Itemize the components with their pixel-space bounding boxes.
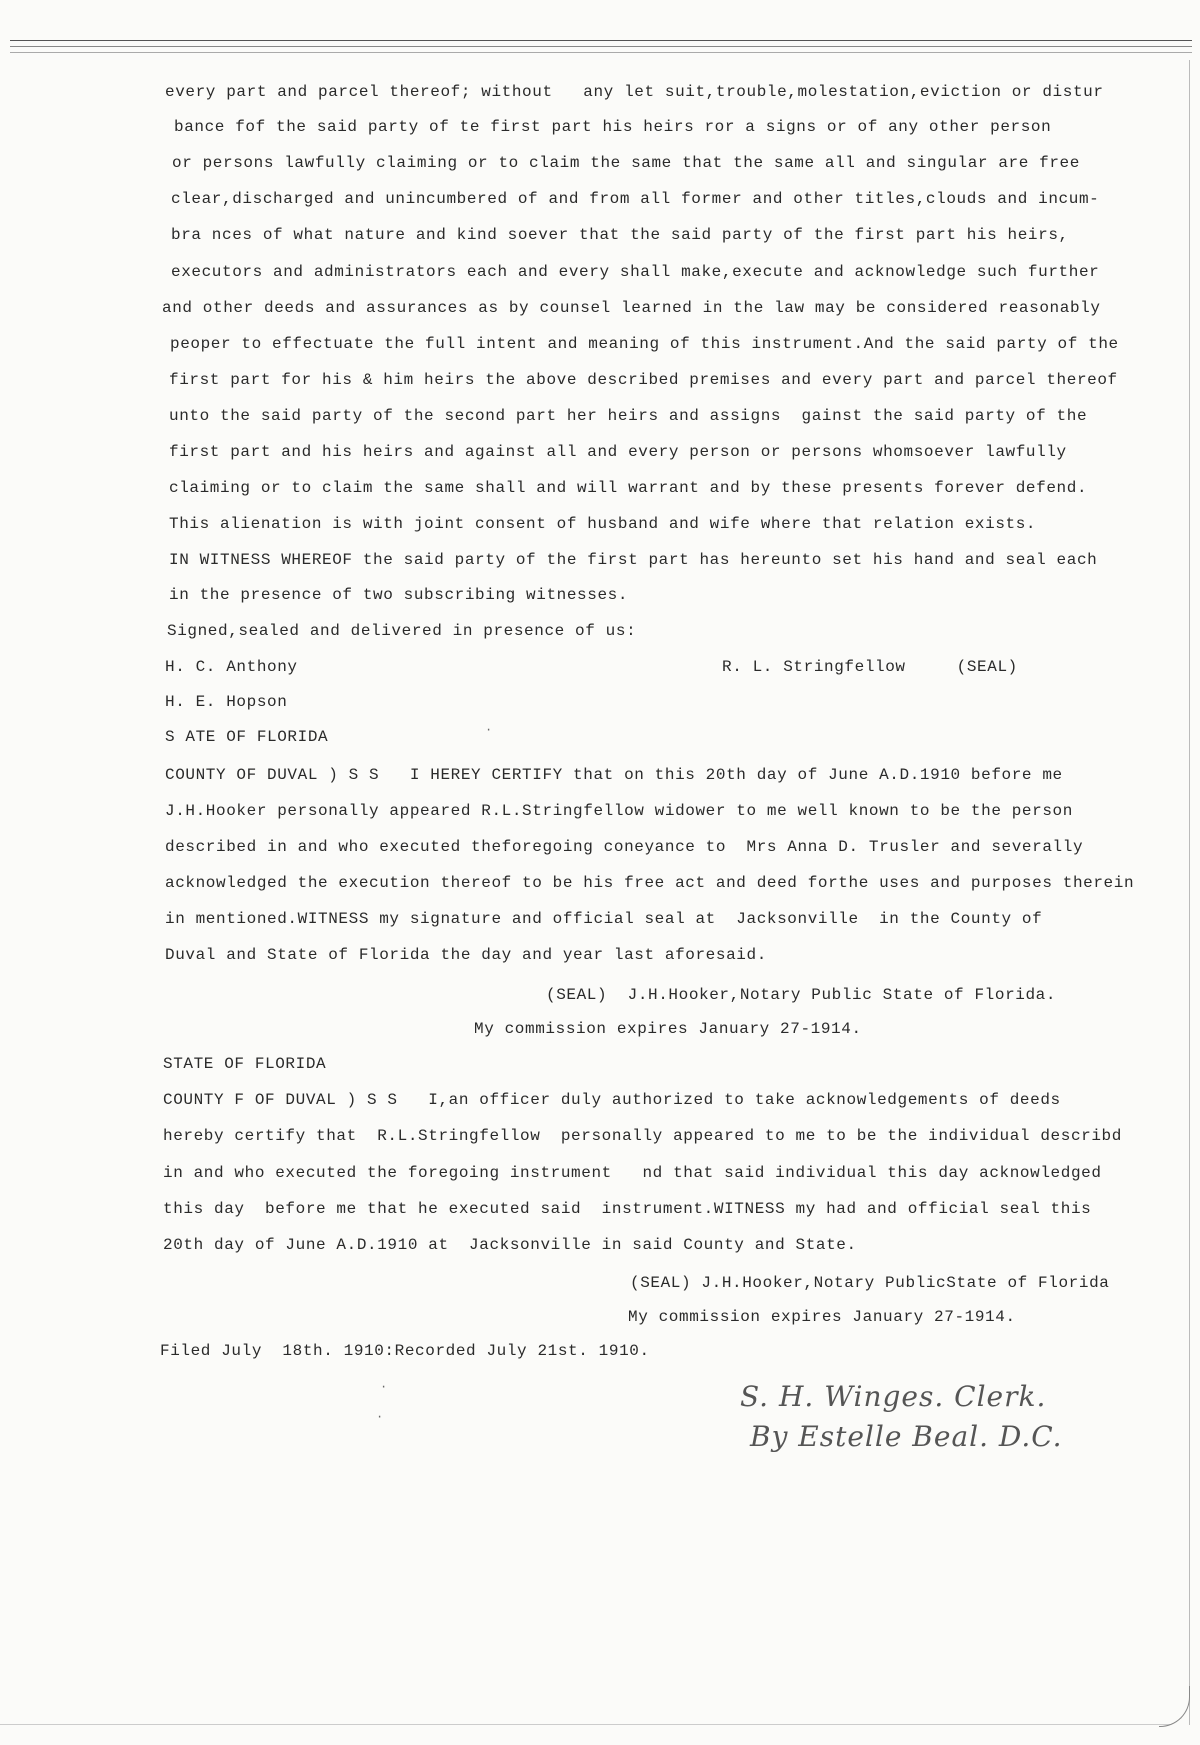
filing-record: Filed July 18th. 1910:Recorded July 21st. 1910. [160,1342,650,1360]
acknowledgement-line: acknowledged the execution thereof to be his free act and deed forthe uses and purposes therein [165,874,1135,892]
acknowledgement-line: 20th day of June A.D.1910 at Jacksonville in said County and State. [163,1236,857,1254]
deed-line: This alienation is with joint consent of husband and wife where that relation exists. [169,515,1037,533]
state-heading: STATE OF FLORIDA [163,1055,327,1073]
deed-line: first part and his heirs and against all and every person or persons whomsoever lawfully [169,443,1067,461]
deed-line: first part for his & him heirs the above described premises and every part and parcel thereof [169,371,1118,389]
deed-line: IN WITNESS WHEREOF the said party of the first part has hereunto set his hand and seal each [169,551,1098,569]
deed-line: clear,discharged and unincumbered of and from all former and other titles,clouds and incum- [171,190,1100,208]
acknowledgement-line: in mentioned.WITNESS my signature and official seal at Jacksonville in the County of [165,910,1043,928]
acknowledgement-line: hereby certify that R.L.Stringfellow personally appeared to me to be the individual describd [163,1127,1122,1145]
acknowledgement-line: Duval and State of Florida the day and year last aforesaid. [165,946,767,964]
acknowledgement-line: J.H.Hooker personally appeared R.L.Stringfellow widower to me well known to be the person [165,802,1073,820]
deed-line: in the presence of two subscribing witnesses. [169,586,629,604]
page-curl [1159,1686,1190,1727]
acknowledgement-line: COUNTY OF DUVAL ) S S I HEREY CERTIFY that on this 20th day of June A.D.1910 before me [165,766,1063,784]
top-rule [10,52,1192,53]
commission-expiry: My commission expires January 27-1914. [628,1308,1016,1326]
deed-line: every part and parcel thereof; without any let suit,trouble,molestation,eviction or distur [165,83,1104,101]
acknowledgement-line: this day before me that he executed said instrument.WITNESS my had and official seal this [163,1200,1092,1218]
page-edge-right [1189,60,1190,1725]
deed-line: claiming or to claim the same shall and will warrant and by these presents forever defend. [169,479,1088,497]
deputy-clerk-signature: By Estelle Beal. D.C. [750,1420,1063,1453]
notary-signature: (SEAL) J.H.Hooker,Notary Public State of Florida. [546,986,1057,1004]
top-rule [10,46,1192,47]
witness-name: H. E. Hopson [165,693,288,711]
deed-line: peoper to effectuate the full intent and meaning of this instrument.And the said party of the [170,335,1119,353]
clerk-signature: S. H. Winges. Clerk. [740,1380,1047,1413]
ink-speck: · [485,723,493,737]
commission-expiry: My commission expires January 27-1914. [474,1020,862,1038]
ink-speck: · [380,1380,388,1394]
grantor-signature: R. L. Stringfellow (SEAL) [722,658,1018,676]
deed-line: unto the said party of the second part her heirs and assigns gainst the said party of the [169,407,1088,425]
deed-line: Signed,sealed and delivered in presence of us: [167,622,637,640]
state-heading: S ATE OF FLORIDA [165,728,329,746]
acknowledgement-line: described in and who executed theforegoing coneyance to Mrs Anna D. Trusler and severally [165,838,1084,856]
deed-line: bance fof the said party of te first part his heirs ror a signs or of any other person [174,118,1052,136]
ink-speck: · [376,1410,384,1424]
notary-signature: (SEAL) J.H.Hooker,Notary PublicState of Florida [630,1274,1110,1292]
deed-line: or persons lawfully claiming or to claim the same that the same all and singular are free [172,154,1080,172]
top-rule [10,40,1192,41]
deed-line: executors and administrators each and every shall make,execute and acknowledge such further [171,263,1100,281]
deed-line: and other deeds and assurances as by counsel learned in the law may be considered reasonably [162,299,1101,317]
page-edge-bottom [0,1724,1170,1725]
acknowledgement-line: COUNTY F OF DUVAL ) S S I,an officer duly authorized to take acknowledgements of deeds [163,1091,1061,1109]
acknowledgement-line: in and who executed the foregoing instrument nd that said individual this day acknowledged [163,1164,1102,1182]
deed-line: bra nces of what nature and kind soever that the said party of the first part his heirs, [171,226,1069,244]
witness-name: H. C. Anthony [165,658,298,676]
